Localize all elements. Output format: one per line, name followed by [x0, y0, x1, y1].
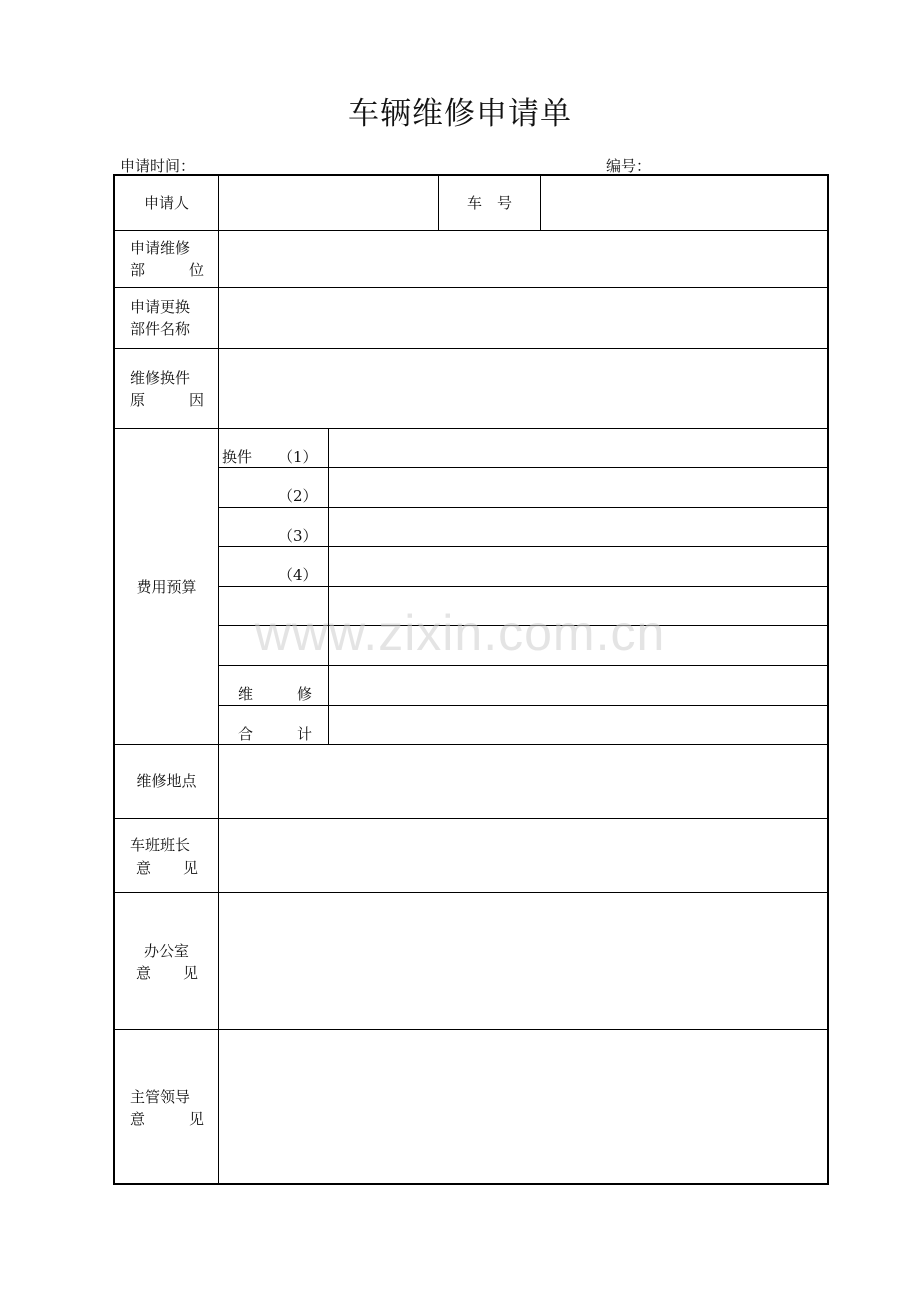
car-number-label: 车 号: [466, 194, 512, 212]
reason-label-line2: [130, 389, 204, 411]
total-cost-field[interactable]: [329, 706, 829, 744]
label-char: 维: [238, 685, 254, 703]
parts-item-4-field[interactable]: [329, 547, 829, 586]
label-char: 因: [188, 391, 204, 409]
team-lead-label-line1: 车班班长: [130, 836, 191, 854]
parts-item-1-field[interactable]: [329, 429, 829, 467]
team-lead-label-line2: [136, 857, 198, 879]
label-char: 位: [188, 261, 204, 279]
label-char: 原: [130, 391, 146, 409]
reason-label-line1: 维修换件: [130, 369, 191, 387]
office-opinion-field[interactable]: [219, 893, 829, 1029]
repair-part-label-line1: 申请维修: [130, 239, 191, 257]
watermark: www.zixin.com.cn: [254, 605, 666, 661]
office-label-line2: [136, 962, 198, 984]
replace-part-field[interactable]: [219, 288, 829, 348]
form-title: 车辆维修申请单: [348, 96, 572, 132]
repair-part-field[interactable]: [219, 231, 829, 287]
repair-cost-field[interactable]: [329, 666, 829, 705]
budget-label: 费用预算: [136, 578, 197, 596]
manager-label-line1: 主管领导: [130, 1088, 191, 1106]
budget-row-divider: [218, 586, 829, 587]
label-char: 部: [130, 261, 146, 279]
parts-label: 换件: [222, 448, 253, 466]
replace-part-label-line1: 申请更换: [130, 298, 191, 316]
manager-opinion-field[interactable]: [219, 1030, 829, 1185]
parts-item-1-label: （1）: [278, 448, 318, 466]
parts-item-4-label: （4）: [278, 566, 318, 584]
label-char: 意: [136, 859, 152, 877]
replace-part-label-line2: 部件名称: [130, 320, 191, 338]
repair-location-label: 维修地点: [136, 772, 197, 790]
label-char: 合: [238, 725, 254, 743]
label-char: 见: [182, 964, 198, 982]
label-char: 计: [296, 725, 312, 743]
label-char: 见: [188, 1110, 204, 1128]
repair-cost-label: [238, 683, 312, 705]
application-date-label: 申请时间：: [120, 157, 196, 175]
label-char: 意: [136, 964, 152, 982]
reason-field[interactable]: [219, 349, 829, 428]
parts-item-3-field[interactable]: [329, 508, 829, 546]
label-char: 见: [182, 859, 198, 877]
team-lead-opinion-field[interactable]: [219, 819, 829, 892]
label-char: 意: [130, 1110, 146, 1128]
repair-request-form: [113, 174, 829, 1185]
total-cost-label: [238, 723, 312, 745]
repair-part-label-line2: [130, 259, 204, 281]
serial-number-label: 编号：: [606, 157, 652, 175]
parts-item-2-field[interactable]: [329, 468, 829, 507]
parts-item-3-label: （3）: [278, 527, 318, 545]
office-label-line1: 办公室: [143, 942, 189, 960]
repair-location-field[interactable]: [219, 745, 829, 818]
manager-label-line2: [130, 1108, 204, 1130]
car-number-field[interactable]: [541, 176, 829, 230]
parts-item-2-label: （2）: [278, 487, 318, 505]
label-char: 修: [296, 685, 312, 703]
applicant-field[interactable]: [219, 176, 438, 230]
applicant-label: 申请人: [143, 194, 189, 212]
